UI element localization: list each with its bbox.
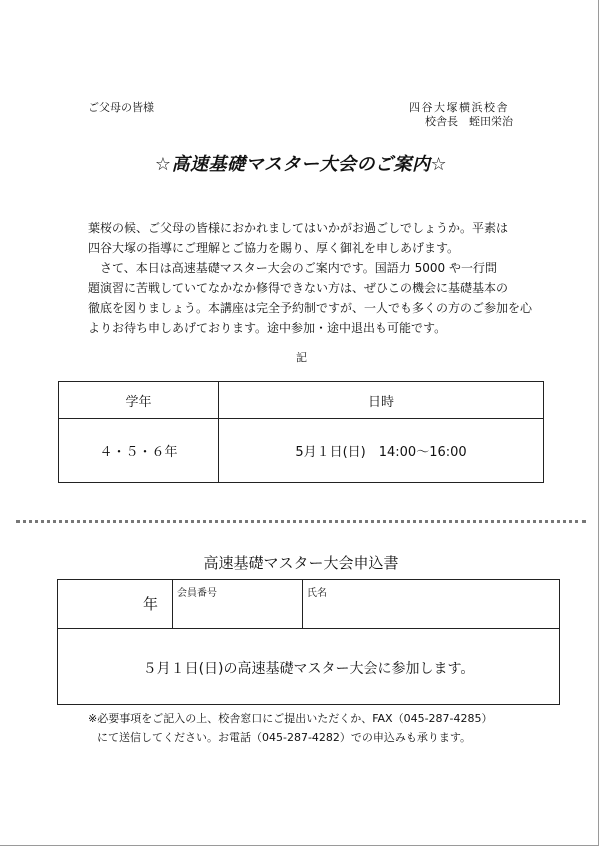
header-datetime: 日時 [219,382,544,419]
body-line: 葉桜の候、ご父母の皆様におかれましてはいかがお過ごしでしょうか。平素は [88,221,509,235]
application-form [57,579,560,705]
ki-label: 記 [296,351,307,364]
body-line: 徹底を図りましょう。本講座は完全予約制ですが、一人でも多くの方のご参加を心 [88,301,533,315]
note-line: ※必要事項をご記入の上、校舎窓口にご提出いただくか、FAX（045-287-4285） [88,712,493,725]
cell-datetime: 5月１日(日) 14:00〜16:00 [219,419,544,483]
body-line: 題演習に苦戦していてなかなか修得できない方は、ぜひこの機会に基礎基本の [88,281,509,295]
body-line: よりお待ち申しあげております。途中参加・途中退出も可能です。 [88,321,447,335]
cut-line [16,520,586,523]
member-number-label: 会員番号 [177,588,217,599]
grade-field[interactable] [58,580,173,628]
school-name: 四谷大塚横浜校舎 [409,101,509,114]
form-fields-row [58,580,559,629]
principal-name: 校舎長 蛭田栄治 [425,115,513,128]
table-row [59,419,544,483]
schedule-table [58,381,544,483]
note-line: にて送信してください。お電話（045-287-4282）での申込みも承ります。 [97,731,472,744]
member-number-field[interactable] [173,580,303,628]
name-field[interactable] [303,580,559,628]
addressee: ご父母の皆様 [88,101,154,114]
page-title: ☆高速基礎マスター大会のご案内☆ [154,154,448,175]
year-label: 年 [142,595,158,613]
cell-grade: ４・５・６年 [59,419,219,483]
agreement-text: ５月１日(日)の高速基礎マスター大会に参加します。 [142,661,475,677]
body-paragraph [88,218,532,338]
body-line: さて、本日は高速基礎マスター大会のご案内です。国語力 5000 や一行問 [88,261,497,275]
name-label: 氏名 [307,588,327,599]
body-line: 四谷大塚の指導にご理解とご協力を賜り、厚く御礼を申しあげます。 [88,241,460,255]
form-title: 高速基礎マスター大会申込書 [203,554,399,572]
table-row [59,382,544,419]
header-grade: 学年 [59,382,219,419]
